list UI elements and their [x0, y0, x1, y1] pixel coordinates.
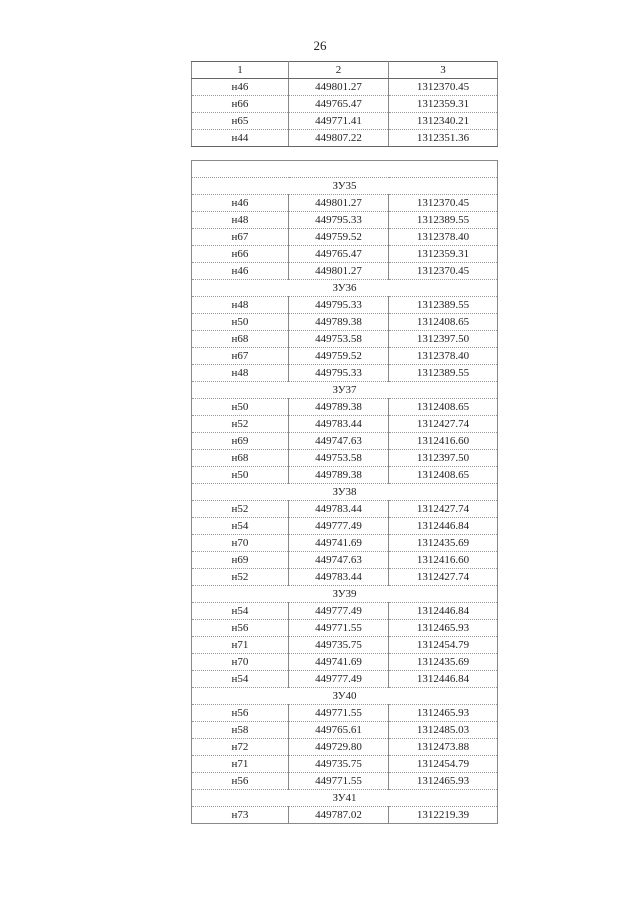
table-row [192, 620, 498, 637]
point-id-cell: н54 [192, 518, 289, 535]
x-coordinate-cell: 449735.75 [289, 637, 389, 654]
point-id-cell: н71 [192, 756, 289, 773]
point-id-cell: н71 [192, 637, 289, 654]
y-coordinate-cell: 1312359.31 [389, 246, 498, 263]
table-row [192, 416, 498, 433]
table-row [192, 246, 498, 263]
coordinates-table-continued [191, 61, 498, 147]
x-coordinate-cell: 449765.61 [289, 722, 389, 739]
section-title: ЗУ36 [192, 280, 498, 297]
table-row [192, 756, 498, 773]
x-coordinate-cell: 449765.47 [289, 96, 389, 113]
y-coordinate-cell: 1312397.50 [389, 331, 498, 348]
table-row [192, 603, 498, 620]
x-coordinate-cell: 449801.27 [289, 263, 389, 280]
table-row [192, 263, 498, 280]
point-id-cell: н50 [192, 399, 289, 416]
x-coordinate-cell: 449747.63 [289, 552, 389, 569]
page-number: 26 [313, 38, 327, 53]
x-coordinate-cell: 449795.33 [289, 212, 389, 229]
y-coordinate-cell: 1312370.45 [389, 263, 498, 280]
table-row [192, 671, 498, 688]
y-coordinate-cell: 1312408.65 [389, 314, 498, 331]
y-coordinate-cell: 1312370.45 [389, 79, 498, 96]
point-id-cell: н54 [192, 603, 289, 620]
y-coordinate-cell: 1312427.74 [389, 416, 498, 433]
point-id-cell: н46 [192, 79, 289, 96]
y-coordinate-cell: 1312473.88 [389, 739, 498, 756]
x-coordinate-cell: 449729.80 [289, 739, 389, 756]
x-coordinate-cell: 449735.75 [289, 756, 389, 773]
x-coordinate-cell: 449741.69 [289, 654, 389, 671]
y-coordinate-cell: 1312427.74 [389, 569, 498, 586]
x-coordinate-cell: 449789.38 [289, 467, 389, 484]
table-row [192, 722, 498, 739]
point-id-cell: н72 [192, 739, 289, 756]
y-coordinate-cell: 1312378.40 [389, 229, 498, 246]
table-row [192, 348, 498, 365]
point-id-cell: н56 [192, 705, 289, 722]
table-row [192, 365, 498, 382]
point-id-cell: н68 [192, 450, 289, 467]
table-row [192, 229, 498, 246]
section-title: ЗУ35 [192, 178, 498, 195]
table-row [192, 467, 498, 484]
table-row [192, 569, 498, 586]
y-coordinate-cell: 1312435.69 [389, 535, 498, 552]
section-title-row [192, 688, 498, 705]
table-row [192, 399, 498, 416]
point-id-cell: н70 [192, 654, 289, 671]
point-id-cell: н70 [192, 535, 289, 552]
table-row [192, 212, 498, 229]
y-coordinate-cell: 1312465.93 [389, 705, 498, 722]
y-coordinate-cell: 1312485.03 [389, 722, 498, 739]
section-title-row [192, 790, 498, 807]
point-id-cell: н67 [192, 348, 289, 365]
point-id-cell: н69 [192, 433, 289, 450]
spacer-row [192, 161, 498, 178]
x-coordinate-cell: 449753.58 [289, 450, 389, 467]
table-row [192, 79, 498, 96]
table-row [192, 130, 498, 147]
y-coordinate-cell: 1312446.84 [389, 671, 498, 688]
y-coordinate-cell: 1312359.31 [389, 96, 498, 113]
section-title: ЗУ37 [192, 382, 498, 399]
point-id-cell: н48 [192, 212, 289, 229]
table-row [192, 450, 498, 467]
x-coordinate-cell: 449795.33 [289, 365, 389, 382]
x-coordinate-cell: 449777.49 [289, 671, 389, 688]
point-id-cell: н69 [192, 552, 289, 569]
x-coordinate-cell: 449777.49 [289, 603, 389, 620]
x-coordinate-cell: 449807.22 [289, 130, 389, 147]
y-coordinate-cell: 1312378.40 [389, 348, 498, 365]
section-title: ЗУ39 [192, 586, 498, 603]
y-coordinate-cell: 1312389.55 [389, 212, 498, 229]
section-title-row [192, 280, 498, 297]
table-row [192, 773, 498, 790]
x-coordinate-cell: 449795.33 [289, 297, 389, 314]
point-id-cell: н54 [192, 671, 289, 688]
table-row [192, 518, 498, 535]
y-coordinate-cell: 1312416.60 [389, 433, 498, 450]
point-id-cell: н67 [192, 229, 289, 246]
y-coordinate-cell: 1312465.93 [389, 773, 498, 790]
x-coordinate-cell: 449753.58 [289, 331, 389, 348]
x-coordinate-cell: 449783.44 [289, 569, 389, 586]
column-number-2: 2 [289, 62, 389, 79]
table-row [192, 314, 498, 331]
section-title-row [192, 586, 498, 603]
column-header-row [192, 62, 498, 79]
x-coordinate-cell: 449759.52 [289, 348, 389, 365]
point-id-cell: н50 [192, 314, 289, 331]
table-row [192, 113, 498, 130]
point-id-cell: н52 [192, 416, 289, 433]
y-coordinate-cell: 1312416.60 [389, 552, 498, 569]
point-id-cell: н44 [192, 130, 289, 147]
table-row [192, 705, 498, 722]
x-coordinate-cell: 449789.38 [289, 314, 389, 331]
x-coordinate-cell: 449787.02 [289, 807, 389, 824]
column-number-1: 1 [192, 62, 289, 79]
x-coordinate-cell: 449765.47 [289, 246, 389, 263]
y-coordinate-cell: 1312446.84 [389, 603, 498, 620]
y-coordinate-cell: 1312454.79 [389, 756, 498, 773]
point-id-cell: н46 [192, 195, 289, 212]
section-title-row [192, 382, 498, 399]
point-id-cell: н56 [192, 620, 289, 637]
x-coordinate-cell: 449747.63 [289, 433, 389, 450]
point-id-cell: н66 [192, 96, 289, 113]
point-id-cell: н52 [192, 569, 289, 586]
section-title: ЗУ40 [192, 688, 498, 705]
section-title: ЗУ41 [192, 790, 498, 807]
spacer-cell [192, 161, 498, 178]
table-row [192, 195, 498, 212]
y-coordinate-cell: 1312408.65 [389, 467, 498, 484]
x-coordinate-cell: 449777.49 [289, 518, 389, 535]
point-id-cell: н48 [192, 297, 289, 314]
y-coordinate-cell: 1312408.65 [389, 399, 498, 416]
y-coordinate-cell: 1312397.50 [389, 450, 498, 467]
table-row [192, 535, 498, 552]
x-coordinate-cell: 449771.55 [289, 705, 389, 722]
point-id-cell: н65 [192, 113, 289, 130]
section-title-row [192, 484, 498, 501]
point-id-cell: н58 [192, 722, 289, 739]
x-coordinate-cell: 449801.27 [289, 79, 389, 96]
section-title-row [192, 178, 498, 195]
point-id-cell: н50 [192, 467, 289, 484]
point-id-cell: н56 [192, 773, 289, 790]
y-coordinate-cell: 1312340.21 [389, 113, 498, 130]
y-coordinate-cell: 1312370.45 [389, 195, 498, 212]
table-row [192, 552, 498, 569]
x-coordinate-cell: 449759.52 [289, 229, 389, 246]
point-id-cell: н73 [192, 807, 289, 824]
section-title: ЗУ38 [192, 484, 498, 501]
column-number-3: 3 [389, 62, 498, 79]
y-coordinate-cell: 1312389.55 [389, 365, 498, 382]
x-coordinate-cell: 449789.38 [289, 399, 389, 416]
table-row [192, 501, 498, 518]
point-id-cell: н68 [192, 331, 289, 348]
point-id-cell: н46 [192, 263, 289, 280]
x-coordinate-cell: 449741.69 [289, 535, 389, 552]
y-coordinate-cell: 1312465.93 [389, 620, 498, 637]
table-row [192, 433, 498, 450]
y-coordinate-cell: 1312351.36 [389, 130, 498, 147]
y-coordinate-cell: 1312389.55 [389, 297, 498, 314]
x-coordinate-cell: 449783.44 [289, 416, 389, 433]
table-row [192, 807, 498, 824]
x-coordinate-cell: 449771.55 [289, 773, 389, 790]
x-coordinate-cell: 449771.55 [289, 620, 389, 637]
y-coordinate-cell: 1312435.69 [389, 654, 498, 671]
table-row [192, 96, 498, 113]
y-coordinate-cell: 1312219.39 [389, 807, 498, 824]
x-coordinate-cell: 449771.41 [289, 113, 389, 130]
x-coordinate-cell: 449783.44 [289, 501, 389, 518]
table-row [192, 654, 498, 671]
y-coordinate-cell: 1312454.79 [389, 637, 498, 654]
y-coordinate-cell: 1312446.84 [389, 518, 498, 535]
table-row [192, 637, 498, 654]
table-row [192, 297, 498, 314]
y-coordinate-cell: 1312427.74 [389, 501, 498, 518]
x-coordinate-cell: 449801.27 [289, 195, 389, 212]
point-id-cell: н66 [192, 246, 289, 263]
table-row [192, 331, 498, 348]
coordinates-table-sections [191, 160, 498, 824]
table-row [192, 739, 498, 756]
point-id-cell: н48 [192, 365, 289, 382]
point-id-cell: н52 [192, 501, 289, 518]
